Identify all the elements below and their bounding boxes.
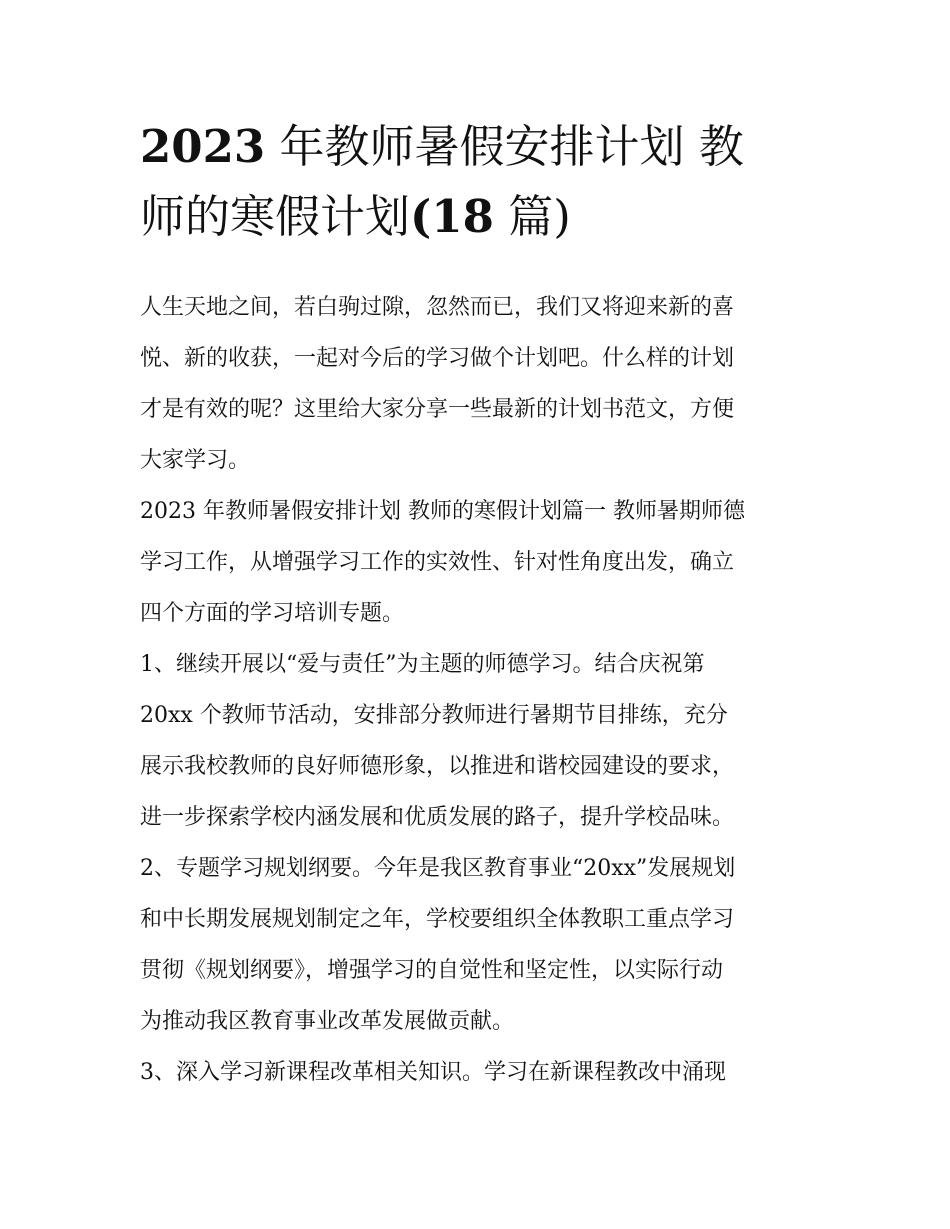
document-title (140, 112, 812, 252)
title-line1: 年教师暑假安排计划 教 (265, 120, 744, 173)
title-year: 2023 (140, 120, 266, 173)
paragraph-item-2: 2、专题学习规划纲要。今年是我区教育事业“20xx”发展规划 和中长期发展规划制定之年，学校要组织全体教职工重点学习 贯彻《规划纲要》，增强学习的自觉性和坚定性，以实际行动 为推动我区教育事业改革发展做贡献。 (140, 856, 736, 1034)
title-line2: 师的寒假计划 (140, 190, 411, 243)
title-count: (18 (410, 190, 494, 243)
document-page (140, 112, 812, 1098)
paragraph-item-1: 1、继续开展以“爱与责任”为主题的师德学习。结合庆祝第 20xx 个教师节活动，安排部分教师进行暑期节目排练，充分 展示我校教师的良好师德形象，以推进和谐校园建设的要求， 进一步探索学校内涵发展和优质发展的路子，提升学校品味。 (140, 652, 735, 830)
title-tail: 篇) (493, 190, 571, 243)
document-body (140, 282, 812, 1098)
paragraph-item-3: 3、深入学习新课程改革相关知识。学习在新课程教改中涌现 (140, 1060, 726, 1085)
paragraph-intro: 人生天地之间，若白驹过隙，忽然而已，我们又将迎来新的喜 悦、新的收获，一起对今后的学习做个计划吧。什么样的计划 才是有效的呢？这里给大家分享一些最新的计划书范文，方便 大家学习。 (140, 295, 735, 473)
paragraph-part-one: 2023 年教师暑假安排计划 教师的寒假计划篇一 教师暑期师德 学习工作，从增强学习工作的实效性、针对性角度出发，确立 四个方面的学习培训专题。 (140, 499, 745, 626)
